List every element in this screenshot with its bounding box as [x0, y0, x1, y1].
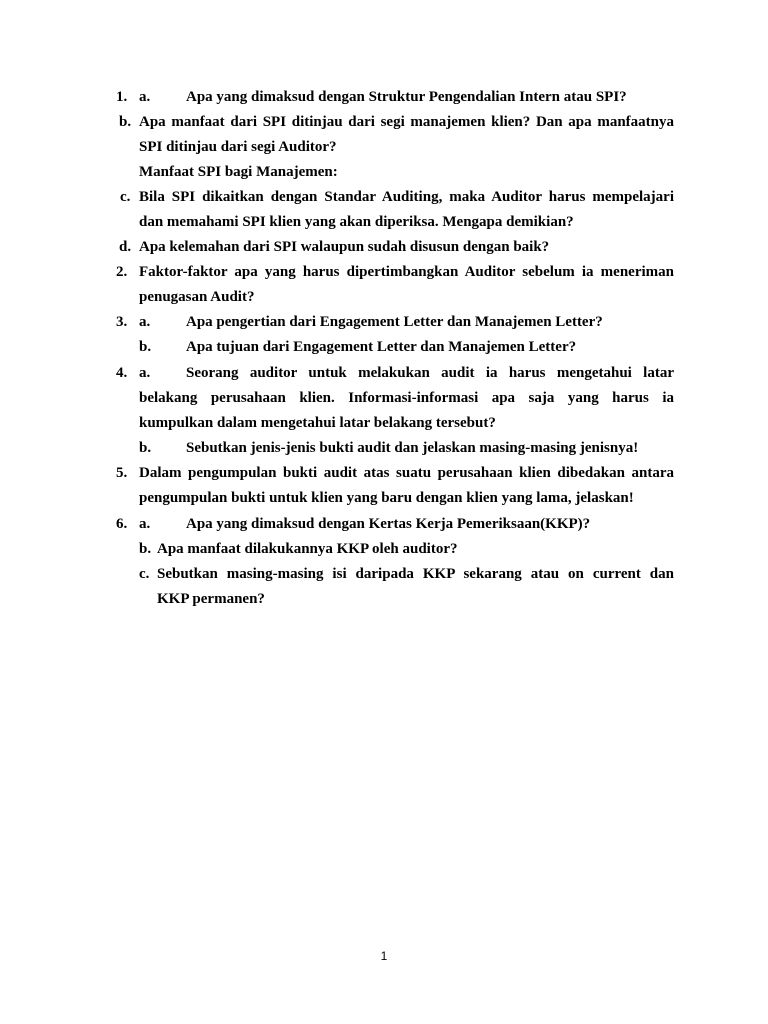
question-text: kumpulkan dalam mengetahui latar belakang tersebut?: [139, 415, 496, 431]
question-text: SPI ditinjau dari segi Auditor?: [139, 139, 337, 155]
sub-item-marker: b.: [139, 541, 152, 557]
question-number: 1.: [116, 89, 128, 105]
question-number: 4.: [116, 365, 128, 381]
question-text: Apa manfaat dari SPI ditinjau dari segi manajemen klien? Dan apa manfaatnya: [139, 114, 674, 130]
sub-item-marker: b.: [139, 440, 152, 456]
question-number: 5.: [116, 465, 128, 481]
question-text: Apa yang dimaksud dengan Struktur Pengendalian Intern atau SPI?: [186, 89, 627, 105]
question-text: Seorang auditor untuk melakukan audit ia harus mengetahui latar: [186, 365, 674, 381]
question-number: 2.: [116, 264, 128, 280]
question-text: Apa yang dimaksud dengan Kertas Kerja Pemeriksaan(KKP)?: [186, 516, 591, 532]
question-text: pengumpulan bukti untuk klien yang baru dengan klien yang lama, jelaskan!: [139, 490, 634, 506]
sub-item-marker: c.: [139, 566, 150, 582]
question-text: Dalam pengumpulan bukti audit atas suatu perusahaan klien dibedakan antara: [139, 465, 674, 481]
question-number: 6.: [116, 516, 128, 532]
question-text: Apa kelemahan dari SPI walaupun sudah disusun dengan baik?: [139, 239, 550, 255]
sub-item-marker: a.: [139, 89, 151, 105]
question-text: Apa manfaat dilakukannya KKP oleh auditor?: [157, 541, 458, 557]
sub-item-marker: a.: [139, 365, 151, 381]
question-text: Sebutkan jenis-jenis bukti audit dan jelaskan masing-masing jenisnya!: [186, 440, 639, 456]
sub-item-marker: b.: [119, 114, 132, 130]
question-text: dan memahami SPI klien yang akan diperiksa. Mengapa demikian?: [139, 214, 574, 230]
question-text: penugasan Audit?: [139, 289, 255, 305]
question-text: Bila SPI dikaitkan dengan Standar Auditing, maka Auditor harus mempelajari: [139, 189, 674, 205]
question-text: Manfaat SPI bagi Manajemen:: [139, 164, 338, 180]
page-number: 1: [380, 949, 388, 963]
question-text: belakang perusahaan klien. Informasi-informasi apa saja yang harus ia: [139, 390, 674, 406]
question-text: Sebutkan masing-masing isi daripada KKP sekarang atau on current dan: [157, 566, 674, 582]
sub-item-marker: a.: [139, 516, 151, 532]
sub-item-marker: a.: [139, 314, 151, 330]
sub-item-marker: c.: [120, 189, 131, 205]
question-text: Apa tujuan dari Engagement Letter dan Manajemen Letter?: [186, 339, 577, 355]
sub-item-marker: d.: [119, 239, 132, 255]
question-number: 3.: [116, 314, 128, 330]
question-text: KKP permanen?: [157, 591, 265, 607]
sub-item-marker: b.: [139, 339, 152, 355]
question-text: Apa pengertian dari Engagement Letter dan Manajemen Letter?: [186, 314, 603, 330]
question-text: Faktor-faktor apa yang harus dipertimbangkan Auditor sebelum ia meneriman: [139, 264, 674, 280]
